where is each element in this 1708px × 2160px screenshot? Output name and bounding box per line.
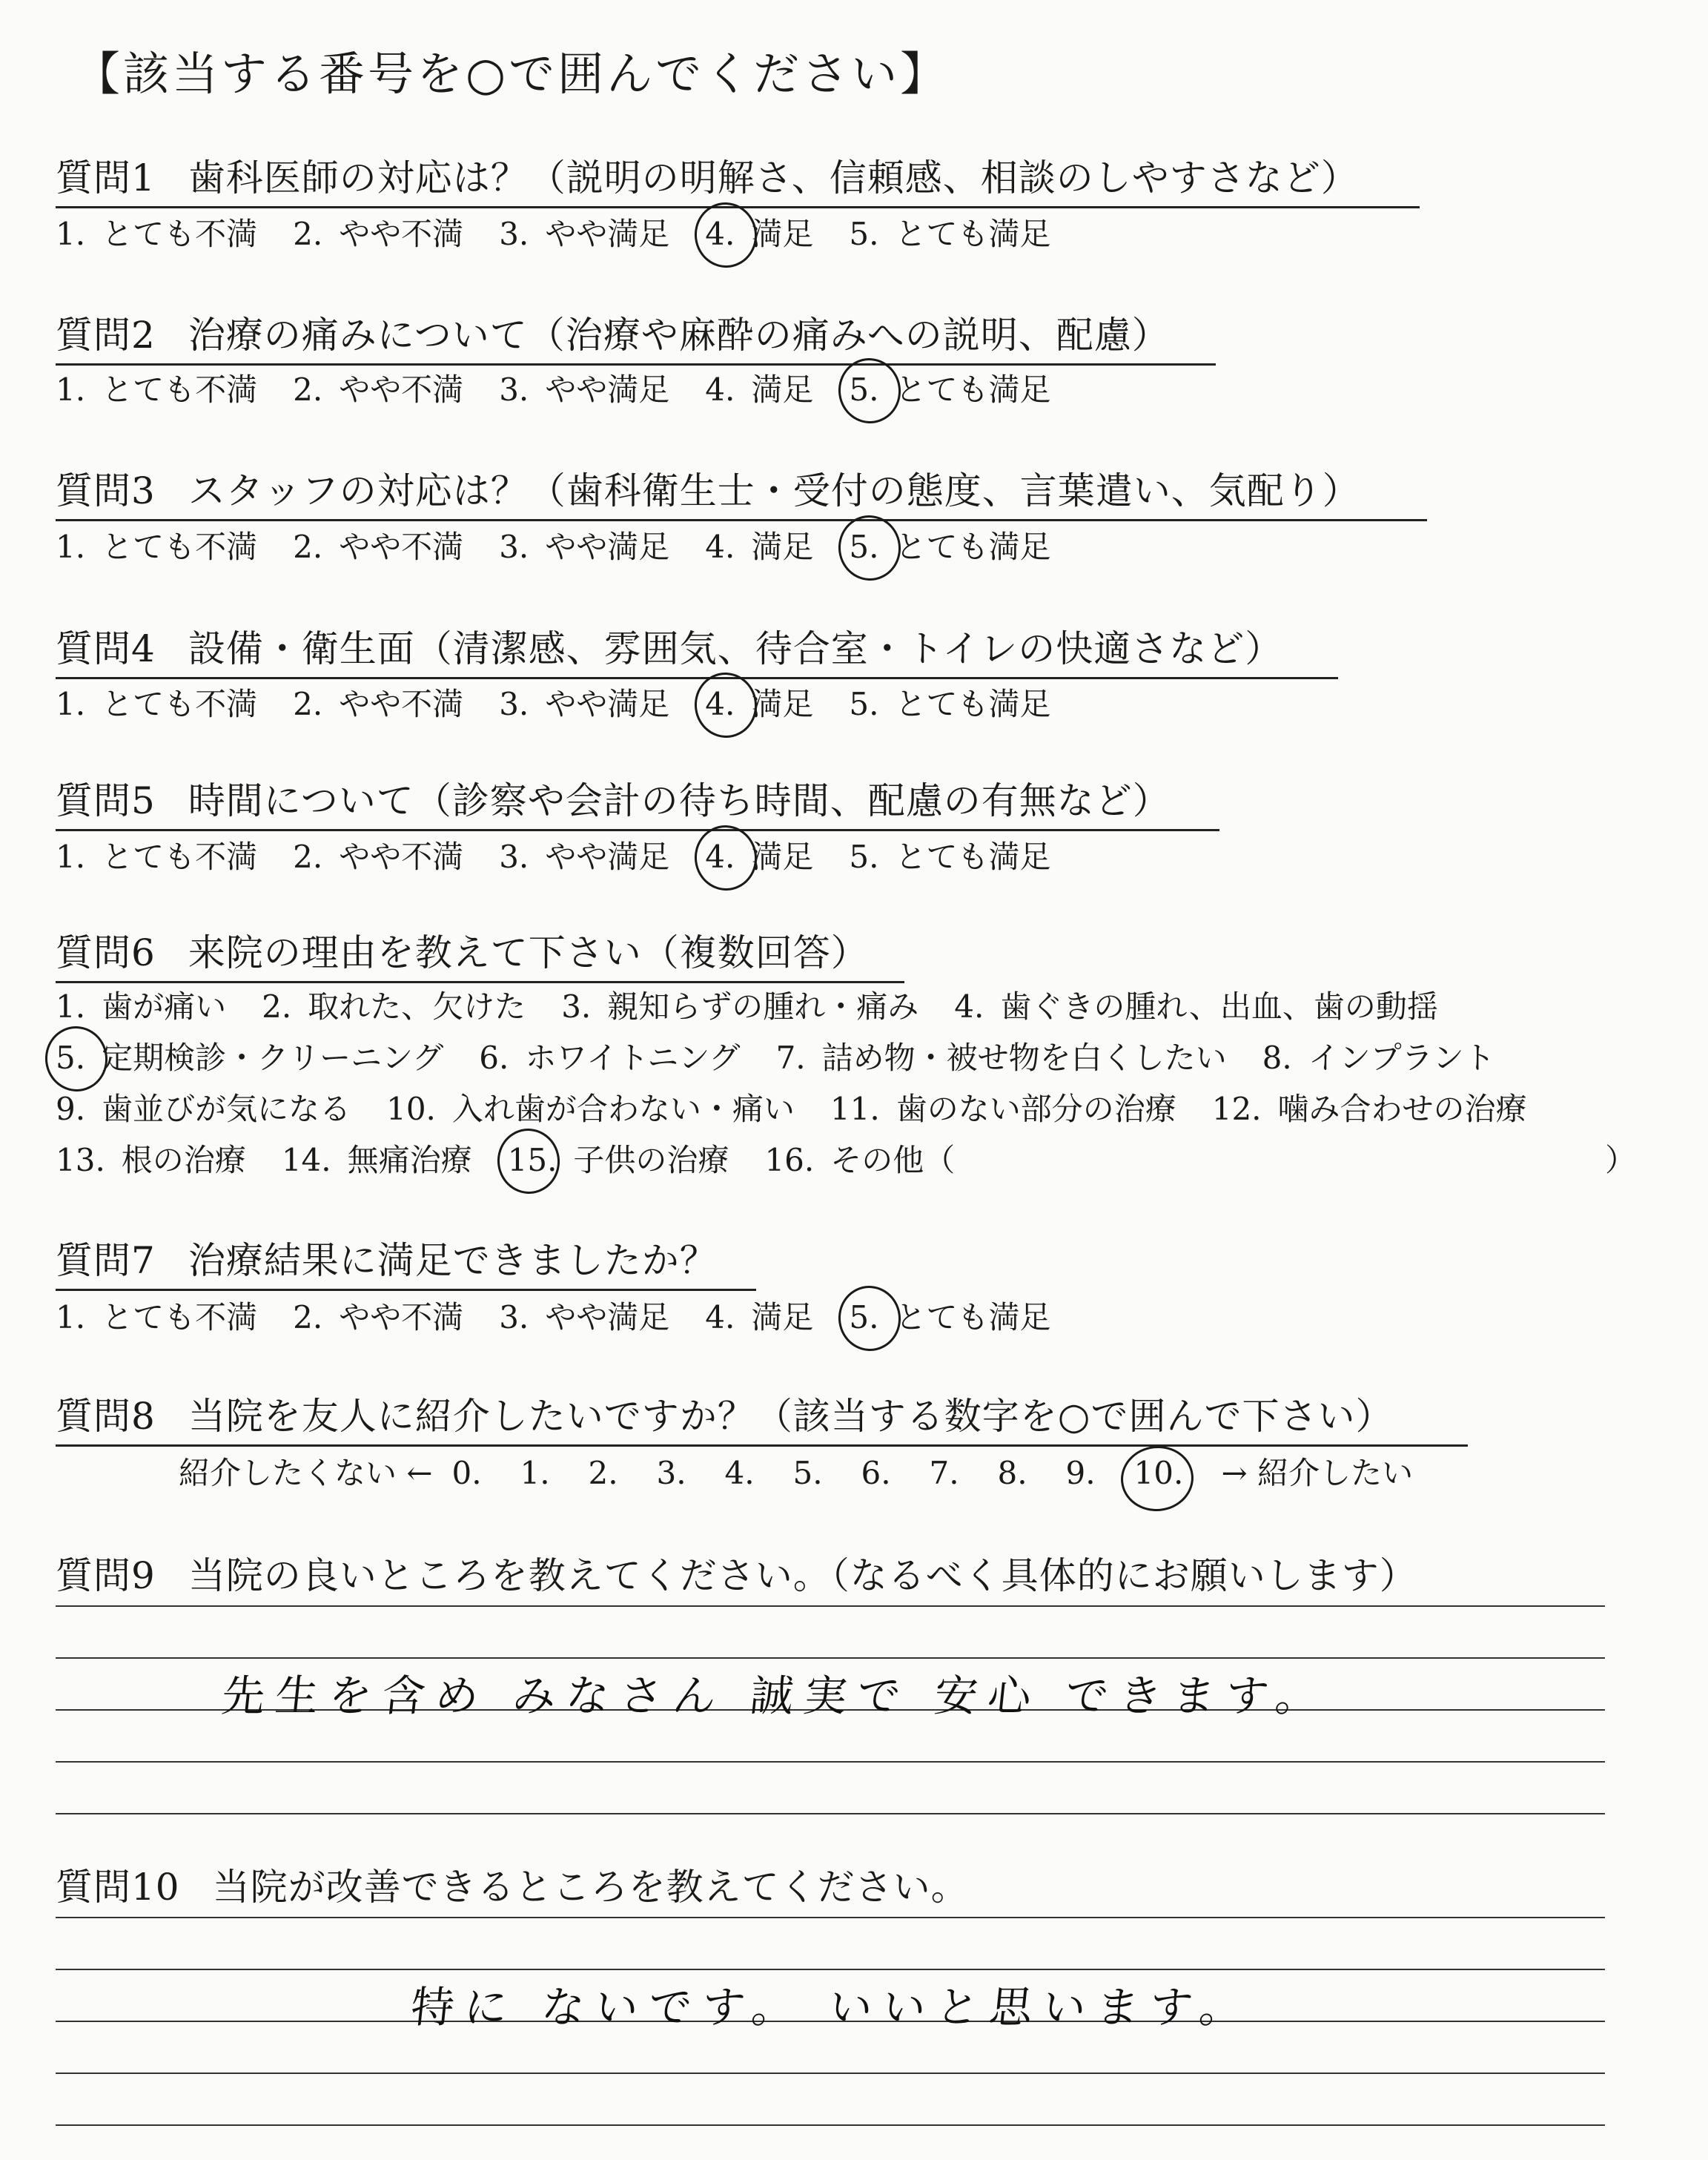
rating-option[interactable] bbox=[293, 523, 499, 567]
option-number: 5. bbox=[849, 216, 879, 252]
scale-number[interactable]: 1. bbox=[520, 1455, 550, 1491]
option-number: 3. bbox=[561, 988, 592, 1025]
rating-option[interactable] bbox=[56, 210, 293, 254]
question-7-heading bbox=[56, 1231, 718, 1284]
question-text: 当院が改善できるところを教えてください。 bbox=[212, 1866, 969, 1909]
reason-option[interactable] bbox=[56, 982, 262, 1027]
option-number: 5. bbox=[849, 1299, 879, 1335]
rating-options-q7 bbox=[56, 1293, 1086, 1338]
option-label: 詰め物・被せ物を白くしたい bbox=[821, 1040, 1227, 1076]
reason-option[interactable] bbox=[776, 1034, 1262, 1078]
question-text: 治療の痛みについて（治療や麻酔の痛みへの説明、配慮） bbox=[188, 314, 1170, 357]
option-label: 取れた、欠けた bbox=[308, 988, 526, 1025]
rating-option-selected[interactable] bbox=[849, 523, 1086, 567]
option-number: 2. bbox=[293, 686, 323, 722]
option-number: 5. bbox=[56, 1040, 86, 1076]
option-number: 4. bbox=[705, 216, 735, 252]
rating-option[interactable] bbox=[293, 366, 499, 410]
scale-number[interactable]: 5. bbox=[792, 1455, 823, 1491]
option-label: 歯のない部分の治療 bbox=[896, 1091, 1176, 1127]
option-label: やや満足 bbox=[545, 216, 670, 252]
option-label: とても満足 bbox=[895, 1299, 1051, 1335]
rating-option[interactable] bbox=[293, 1293, 499, 1338]
reason-option-selected[interactable] bbox=[508, 1136, 765, 1180]
option-number: 11. bbox=[830, 1091, 880, 1127]
option-number: 4. bbox=[705, 686, 735, 722]
rating-option[interactable] bbox=[56, 523, 293, 567]
question-underline bbox=[56, 677, 1338, 679]
option-number: 9. bbox=[56, 1091, 86, 1127]
option-number: 1. bbox=[56, 529, 86, 565]
option-number: 16. bbox=[764, 1142, 815, 1178]
option-label: やや不満 bbox=[339, 216, 464, 252]
rating-options-q2 bbox=[56, 366, 1086, 410]
question-number: 質問1 bbox=[56, 156, 156, 199]
option-number: 5. bbox=[849, 686, 879, 722]
question-5-heading bbox=[56, 771, 1171, 825]
option-number: 3. bbox=[499, 371, 529, 408]
answer-writing-line bbox=[56, 1657, 1605, 1659]
option-label: 満足 bbox=[751, 839, 814, 875]
question-text: スタッフの対応は？（歯科衛生士・受付の態度、言葉遣い、気配り） bbox=[188, 469, 1360, 512]
option-label: 満足 bbox=[751, 529, 814, 565]
option-number: 1. bbox=[56, 1299, 86, 1335]
option-number: 1. bbox=[56, 988, 86, 1025]
option-label: とても満足 bbox=[895, 686, 1051, 722]
question-number: 質問9 bbox=[56, 1554, 156, 1597]
option-label: やや不満 bbox=[339, 1299, 464, 1335]
question-8-heading bbox=[56, 1387, 1393, 1440]
rating-option[interactable] bbox=[56, 833, 293, 877]
reason-option[interactable] bbox=[262, 982, 561, 1027]
page-title: 【該当する番号を○で囲んでください】 bbox=[74, 47, 950, 101]
scale-number[interactable]: 9. bbox=[1065, 1455, 1096, 1491]
option-label: ホワイトニング bbox=[525, 1040, 741, 1076]
option-label: とても満足 bbox=[895, 529, 1051, 565]
question-number: 質問7 bbox=[56, 1239, 156, 1282]
option-label: 定期検診・クリーニング bbox=[102, 1040, 444, 1076]
option-label: とても不満 bbox=[102, 686, 258, 722]
rating-option[interactable] bbox=[499, 210, 705, 254]
option-label: 歯が痛い bbox=[102, 988, 227, 1025]
reason-option[interactable] bbox=[1212, 1085, 1563, 1129]
rating-option[interactable] bbox=[56, 366, 293, 410]
question-number: 質問6 bbox=[56, 931, 156, 974]
option-number: 3. bbox=[499, 529, 529, 565]
question-number: 質問4 bbox=[56, 627, 156, 670]
option-number: 8. bbox=[1262, 1040, 1292, 1076]
option-label: 根の治療 bbox=[121, 1142, 246, 1178]
reason-option-selected[interactable] bbox=[56, 1034, 479, 1078]
scale-number[interactable]: 3. bbox=[656, 1455, 686, 1491]
option-number: 2. bbox=[293, 371, 323, 408]
option-label: とても満足 bbox=[895, 371, 1051, 408]
question-text: 治療結果に満足できましたか？ bbox=[188, 1239, 718, 1282]
option-label: とても不満 bbox=[102, 216, 258, 252]
referral-scale bbox=[159, 1449, 1432, 1493]
option-number: 5. bbox=[849, 371, 879, 408]
option-label: 歯ぐきの腫れ、出血、歯の動揺 bbox=[1000, 988, 1438, 1025]
option-label: 満足 bbox=[751, 371, 814, 408]
question-1-heading bbox=[56, 148, 1359, 202]
option-number: 1. bbox=[56, 371, 86, 408]
scale-number[interactable]: 2. bbox=[588, 1455, 618, 1491]
option-label: 親知らずの腫れ・痛み bbox=[607, 988, 919, 1025]
option-number: 2. bbox=[293, 529, 323, 565]
answer-writing-line bbox=[56, 1917, 1605, 1918]
reason-option[interactable] bbox=[56, 1136, 282, 1180]
question-text: 歯科医師の対応は？（説明の明解さ、信頼感、相談のしやすさなど） bbox=[188, 156, 1359, 199]
option-label: やや不満 bbox=[339, 529, 464, 565]
question-text: 設備・衛生面（清潔感、雰囲気、待合室・トイレの快適さなど） bbox=[188, 627, 1283, 670]
reason-line-3 bbox=[56, 1085, 1563, 1129]
option-number: 4. bbox=[705, 839, 735, 875]
reason-option[interactable] bbox=[386, 1085, 830, 1129]
question-3-heading bbox=[56, 461, 1360, 515]
question-10-heading bbox=[56, 1857, 969, 1911]
rating-option[interactable] bbox=[499, 833, 705, 877]
question-4-heading bbox=[56, 619, 1282, 673]
reason-option[interactable] bbox=[282, 1136, 508, 1180]
option-number: 15. bbox=[507, 1142, 557, 1178]
option-label: やや満足 bbox=[545, 839, 670, 875]
option-number: 4. bbox=[954, 988, 984, 1025]
option-number: 2. bbox=[293, 839, 323, 875]
rating-option[interactable] bbox=[705, 523, 849, 567]
reason-line-4 bbox=[56, 1136, 990, 1180]
reason-option[interactable] bbox=[764, 1136, 990, 1180]
question-text: 時間について（診察や会計の待ち時間、配慮の有無など） bbox=[188, 779, 1171, 822]
question-6-heading bbox=[56, 923, 869, 977]
reason-option[interactable] bbox=[830, 1085, 1212, 1129]
rating-option[interactable] bbox=[705, 1293, 849, 1338]
answer-writing-line bbox=[56, 2124, 1605, 2126]
answer-writing-line bbox=[56, 1813, 1605, 1814]
option-label: 無痛治療 bbox=[347, 1142, 472, 1178]
question-underline bbox=[56, 1289, 756, 1291]
question-text: 来院の理由を教えて下さい（複数回答） bbox=[188, 931, 869, 974]
rating-option-selected[interactable] bbox=[705, 833, 849, 877]
question-underline bbox=[56, 829, 1219, 831]
answer-writing-line bbox=[56, 1761, 1605, 1763]
option-number: 3. bbox=[499, 686, 529, 722]
option-label: やや満足 bbox=[545, 371, 670, 408]
rating-option[interactable] bbox=[849, 210, 1086, 254]
scale-number[interactable]: 6. bbox=[861, 1455, 891, 1491]
rating-option[interactable] bbox=[499, 680, 705, 724]
answer-writing-line bbox=[56, 2073, 1605, 2074]
option-label: やや不満 bbox=[339, 839, 464, 875]
rating-option[interactable] bbox=[56, 680, 293, 724]
option-label: その他（ bbox=[830, 1142, 956, 1178]
scale-left-label: 紹介したくない ← bbox=[179, 1455, 433, 1491]
rating-option-selected[interactable] bbox=[849, 1293, 1086, 1338]
reason-option[interactable] bbox=[479, 1034, 775, 1078]
option-number: 6. bbox=[479, 1040, 509, 1076]
rating-option[interactable] bbox=[499, 523, 705, 567]
option-number: 12. bbox=[1211, 1091, 1262, 1127]
option-label: とても不満 bbox=[102, 371, 258, 408]
question-number: 質問2 bbox=[56, 314, 156, 357]
option-label: 歯並びが気になる bbox=[102, 1091, 351, 1127]
reason-option[interactable] bbox=[561, 982, 954, 1027]
rating-option-selected[interactable] bbox=[849, 366, 1086, 410]
rating-option[interactable] bbox=[849, 833, 1086, 877]
option-label: やや満足 bbox=[545, 686, 670, 722]
option-number: 2. bbox=[262, 988, 292, 1025]
rating-option[interactable] bbox=[293, 210, 499, 254]
option-label: 入れ歯が合わない・痛い bbox=[451, 1091, 795, 1127]
question-text: 当院を友人に紹介したいですか？（該当する数字を○で囲んで下さい） bbox=[188, 1395, 1394, 1438]
rating-option-selected[interactable] bbox=[705, 680, 849, 724]
reason-option[interactable] bbox=[56, 1085, 386, 1129]
rating-options-q3 bbox=[56, 523, 1086, 567]
question-underline bbox=[56, 1444, 1468, 1447]
option-label: 噛み合わせの治療 bbox=[1277, 1091, 1527, 1127]
option-label: やや満足 bbox=[545, 529, 670, 565]
option-number: 1. bbox=[56, 216, 86, 252]
rating-option[interactable] bbox=[293, 680, 499, 724]
question-2-heading bbox=[56, 305, 1170, 359]
scale-number[interactable]: 4. bbox=[724, 1455, 755, 1491]
option-number: 13. bbox=[56, 1142, 105, 1178]
scale-number[interactable]: 0. bbox=[451, 1455, 482, 1491]
answer-writing-line bbox=[56, 1605, 1605, 1607]
rating-option[interactable] bbox=[499, 366, 705, 410]
scale-number[interactable]: 7. bbox=[929, 1455, 959, 1491]
reason-option[interactable] bbox=[1262, 1034, 1531, 1078]
option-number: 4. bbox=[705, 371, 735, 408]
option-label: 子供の治療 bbox=[573, 1142, 729, 1178]
question-underline bbox=[56, 519, 1427, 521]
q10-handwritten-answer[interactable]: 特に ないです。 いいと思います。 bbox=[408, 1982, 1256, 2032]
question-number: 質問5 bbox=[56, 779, 156, 822]
reason-option[interactable] bbox=[954, 982, 1474, 1027]
rating-options-q1 bbox=[56, 210, 1086, 254]
question-number: 質問10 bbox=[56, 1866, 180, 1909]
rating-option[interactable] bbox=[56, 1293, 293, 1338]
rating-options-q5 bbox=[56, 833, 1086, 877]
option-number: 5. bbox=[849, 529, 879, 565]
option-number: 2. bbox=[293, 216, 323, 252]
option-number: 10. bbox=[386, 1091, 436, 1127]
option-number: 3. bbox=[499, 216, 529, 252]
rating-option-selected[interactable] bbox=[705, 210, 849, 254]
option-label: 満足 bbox=[751, 216, 814, 252]
option-number: 1. bbox=[56, 839, 86, 875]
option-number: 14. bbox=[281, 1142, 331, 1178]
option-number: 3. bbox=[499, 1299, 529, 1335]
scale-right-label: → 紹介したい bbox=[1221, 1455, 1414, 1491]
rating-option[interactable] bbox=[849, 680, 1086, 724]
rating-option[interactable] bbox=[705, 366, 849, 410]
scale-number-selected[interactable]: 10. bbox=[1134, 1455, 1202, 1491]
option-label: やや不満 bbox=[339, 686, 464, 722]
option-number: 7. bbox=[775, 1040, 806, 1076]
option-label: とても不満 bbox=[102, 839, 258, 875]
rating-option[interactable] bbox=[293, 833, 499, 877]
option-label: やや満足 bbox=[545, 1299, 670, 1335]
question-number: 質問3 bbox=[56, 469, 156, 512]
option-number: 5. bbox=[849, 839, 879, 875]
question-number: 質問8 bbox=[56, 1395, 156, 1438]
question-9-heading bbox=[56, 1546, 1417, 1599]
scale-number[interactable]: 8. bbox=[997, 1455, 1027, 1491]
option-number: 3. bbox=[499, 839, 529, 875]
other-close-paren: ） bbox=[1605, 1142, 1637, 1178]
option-label: とても満足 bbox=[895, 216, 1051, 252]
option-label: とても不満 bbox=[102, 529, 258, 565]
option-number: 4. bbox=[705, 529, 735, 565]
option-label: とても不満 bbox=[102, 1299, 258, 1335]
option-label: やや不満 bbox=[339, 371, 464, 408]
reason-line-1 bbox=[56, 982, 1474, 1027]
option-label: インプラント bbox=[1308, 1040, 1495, 1076]
option-label: とても満足 bbox=[895, 839, 1051, 875]
question-text: 当院の良いところを教えてください。（なるべく具体的にお願いします） bbox=[188, 1554, 1417, 1597]
q9-handwritten-answer[interactable]: 先生を含め みなさん 誠実で 安心 できます。 bbox=[219, 1671, 1332, 1721]
option-label: 満足 bbox=[751, 686, 814, 722]
rating-option[interactable] bbox=[499, 1293, 705, 1338]
option-label: 満足 bbox=[751, 1299, 814, 1335]
option-number: 1. bbox=[56, 686, 86, 722]
option-number: 2. bbox=[293, 1299, 323, 1335]
rating-options-q4 bbox=[56, 680, 1086, 724]
reason-line-2 bbox=[56, 1034, 1531, 1078]
answer-writing-line bbox=[56, 1969, 1605, 1970]
option-number: 4. bbox=[705, 1299, 735, 1335]
